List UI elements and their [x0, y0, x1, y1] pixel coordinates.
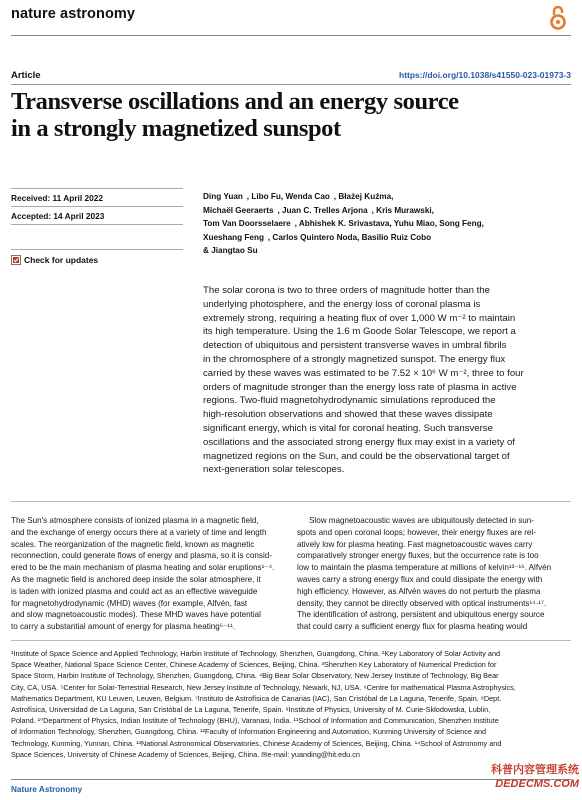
- affiliation-line: Astrofísica, Universidad de La Laguna, San Cristóbal de La Laguna, Tenerife, Spain. ⁹Institute of Physics, University of M. Curie-Skłodowska, Lublin,: [11, 705, 491, 715]
- dates-rule: [11, 224, 183, 225]
- affiliations-rule: [11, 640, 571, 641]
- abstract-line: The solar corona is two to three orders of magnitude hotter than the: [203, 285, 490, 296]
- body-rule: [11, 501, 571, 502]
- author-line[interactable]: Xueshang Feng , Carlos Quintero Noda, Basilio Ruiz Cobo: [203, 232, 432, 242]
- body-line: waves carry a strong energy flux and could dissipate the energy with: [297, 574, 543, 584]
- dates-rule: [11, 249, 183, 250]
- body-line: and slow magnetoacoustic modes). These MHD waves have potential: [11, 610, 261, 620]
- body-line: reconnection, could generate flows of energy and plasma, so it is consid-: [11, 551, 272, 561]
- body-line: The identification of astrong, persistent and ubiquitous energy source: [297, 610, 545, 620]
- abstract-line: carried by these waves was estimated to be 7.52 × 10⁶ W m⁻², three to four: [203, 367, 524, 379]
- author-line[interactable]: & Jiangtao Su: [203, 246, 258, 256]
- received-date: Received: 11 April 2022: [11, 193, 103, 203]
- accepted-date: Accepted: 14 April 2023: [11, 211, 105, 221]
- watermark-english: DEDECMS.COM: [495, 778, 579, 790]
- footer-journal-name[interactable]: Nature Astronomy: [11, 785, 83, 794]
- body-line: atively low for plasma heating. Fast magnetoacoustic waves carry: [297, 539, 533, 549]
- body-line: for magnetohydrodynamic (MHD) waves (for example, Alfvén, fast: [11, 598, 248, 608]
- journal-name[interactable]: nature astronomy: [11, 6, 136, 22]
- abstract-line: oscillations and the associated strong energy flux may exist in a variety of: [203, 436, 515, 448]
- abstract-line: orders of magnitude stronger than the energy loss rate of plasma in active: [203, 381, 517, 393]
- body-line: is laden with ionized plasma and could act as an effective waveguide: [11, 586, 258, 596]
- body-line: comparatively stronger energy fluxes, but the occurrence rate is too: [297, 551, 539, 561]
- body-line: high efficiency. However, as Alfvén waves do not perturb the plasma: [297, 586, 541, 596]
- abstract-line: underlying photosphere, and the energy loss of coronal plasma is: [203, 298, 481, 310]
- check-updates-icon: [11, 255, 21, 265]
- body-column-right: [297, 515, 573, 633]
- affiliation-line: ¹Institute of Space Science and Applied Technology, Harbin Institute of Technology, Shenzhen, Guangdong, China. ²Key Laboratory of Solar Activity and: [11, 649, 501, 658]
- abstract-line: in the chromosphere of a strongly magnetized sunspot. The energy flux: [203, 353, 506, 365]
- check-for-updates-label: Check for updates: [24, 255, 99, 265]
- abstract-line: next-generation solar telescopes.: [203, 464, 345, 476]
- abstract-line: regions. Two-fluid magnetohydrodynamic simulations reproduced the: [203, 395, 496, 407]
- body-line: The Sun's atmosphere consists of ionized plasma in a magnetic field,: [11, 516, 259, 525]
- body-line: scales. The reorganization of the magnetic field, known as magnetic: [11, 539, 255, 549]
- watermark: [471, 763, 582, 800]
- body-column-left: [11, 515, 287, 633]
- body-line: Slow magnetoacoustic waves are ubiquitously detected in sun-: [309, 516, 534, 525]
- abstract: [203, 284, 575, 477]
- abstract-line: its high temperature. Using the 1.6 m Goode Solar Telescope, we report a: [203, 326, 516, 338]
- affiliation-line: of Information Technology, Shenzhen, Guangdong, China. ¹²Faculty of Information Engineering and Automation, Kunming University of Science and: [11, 727, 487, 737]
- affiliation-line: Space Weather, National Space Science Center, Chinese Academy of Sciences, Beijing, China. ³Shenzhen Key Laboratory of Numerical Prediction for: [11, 660, 497, 670]
- affiliation-line: City, CA, USA. ⁵Center for Solar-Terrestrial Research, New Jersey Institute of Technology, Newark, NJ, USA. ⁶Centre for mathematical Plasma Astrophysics,: [11, 682, 516, 692]
- body-line: As the magnetic field is anchored deep inside the solar atmosphere, it: [11, 574, 261, 584]
- body-line: ered to be the main mechanism of plasma heating and solar eruptions¹⁻⁴.: [11, 563, 275, 573]
- body-line: spots and open coronal loops; however, their energy fluxes are rel-: [297, 527, 536, 537]
- body-line: to carry a substantial amount of energy for plasma heating⁵⁻¹¹.: [11, 622, 236, 632]
- affiliation-line[interactable]: Space Sciences, University of Chinese Academy of Sciences, Beijing, China. ✉e-mail: yuanding@hit.edu.cn: [11, 749, 360, 759]
- title-line: Transverse oscillations and an energy source: [11, 88, 459, 115]
- abstract-line: magnetized regions on the Sun, and could be the observational target of: [203, 450, 510, 462]
- affiliations: [11, 648, 576, 760]
- abstract-line: extremely strong, requiring a heating flux of over 1,000 W m⁻² to maintain: [203, 312, 516, 324]
- watermark-chinese: 科普内容管理系统: [491, 764, 579, 776]
- body-line: and the exchange of energy occurs there at a variety of time and length: [11, 527, 267, 537]
- dates-rule: [11, 188, 183, 189]
- affiliation-line: Poland. ¹⁰Department of Physics, Indian Institute of Technology (BHU), Varanasi, India. ¹¹School of Information and Communication, Shenzhen Institute: [11, 716, 499, 726]
- body-line: density, they cannot be directly observed with optical instruments¹⁴·¹⁷.: [297, 598, 547, 608]
- check-for-updates-button[interactable]: [11, 255, 98, 265]
- doi-link[interactable]: https://doi.org/10.1038/s41550-023-01973-3: [399, 70, 571, 80]
- author-line[interactable]: Tom Van Doorsselaere , Abhishek K. Srivastava, Yuhu Miao, Song Feng,: [203, 219, 484, 229]
- header-rule: [11, 35, 571, 36]
- body-line: that could carry a sufficient energy flux for plasma heating would: [297, 622, 528, 632]
- affiliation-line: Space Storm, Harbin Institute of Technology, Shenzhen, Guangdong, China. ⁴Big Bear Solar Observatory, New Jersey Institute of Technology, Big Bear: [11, 671, 499, 681]
- abstract-line: detection of ubiquitous and persistent transverse waves in umbral fibrils: [203, 340, 507, 352]
- title-line: in a strongly magnetized sunspot: [11, 115, 341, 142]
- article-type-rule: [11, 84, 571, 85]
- article-type-label: Article: [11, 70, 41, 81]
- author-list: [203, 190, 573, 258]
- article-title: [11, 88, 571, 142]
- dates-rule: [11, 206, 183, 207]
- open-access-icon[interactable]: [549, 5, 567, 31]
- author-line[interactable]: Ding Yuan , Libo Fu, Wenda Cao , Błażej Kuźma,: [203, 192, 394, 201]
- author-line[interactable]: Michaël Geeraerts , Juan C. Trelles Arjona , Kris Murawski,: [203, 205, 434, 215]
- affiliation-line: Technology, Kunming, Yunnan, China. ¹³National Astronomical Observatories, Chinese Academy of Sciences, Beijing, China. ¹⁴School of Astronomy and: [11, 738, 502, 748]
- body-line: low to maintain the plasma temperature at millions of kelvin¹³⁻¹⁶. Alfvén: [297, 563, 552, 573]
- abstract-line: high-resolution observations and showed that these waves dissipate: [203, 409, 493, 421]
- affiliation-line: Mathematics Department, KU Leuven, Leuven, Belgium. ⁷Instituto de Astrofísica de Canarias (IAC), San Cristóbal de La Laguna, Tenerife, Spain. ⁸Dept.: [11, 693, 502, 703]
- abstract-line: significant energy, which is vital for coronal heating. Such transverse: [203, 422, 493, 434]
